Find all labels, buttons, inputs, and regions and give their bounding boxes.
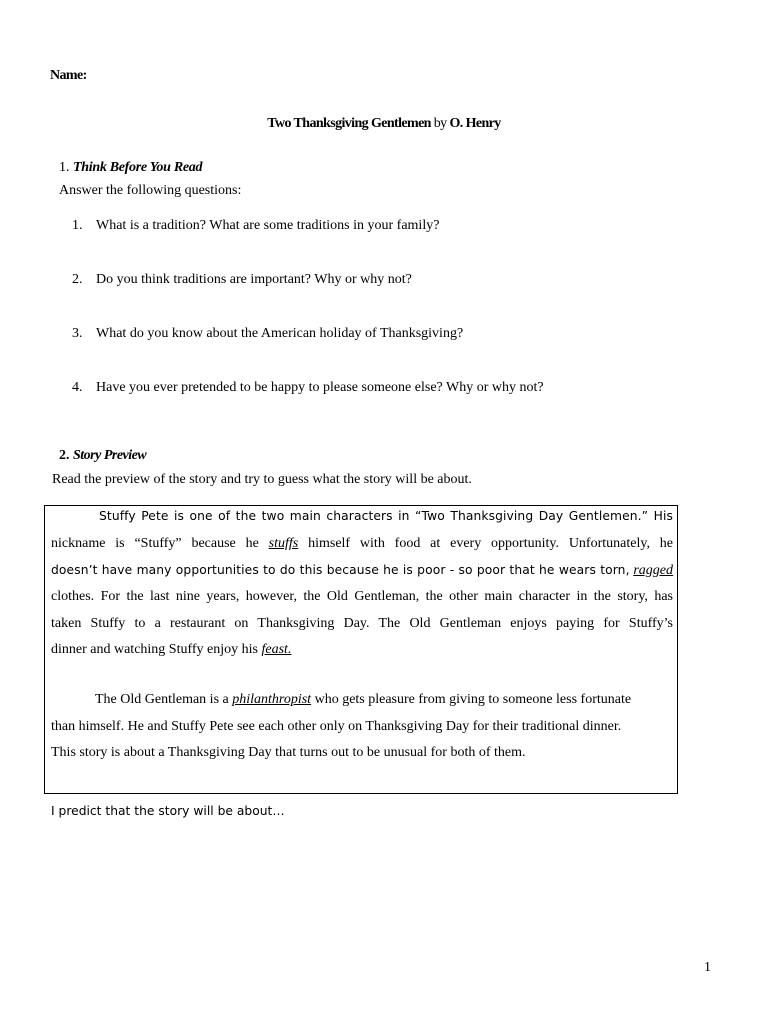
page-number: 1 <box>704 960 711 975</box>
preview-text: nickname is “Stuffy” because he <box>51 536 259 551</box>
vocab-ragged: ragged <box>633 563 673 578</box>
section-1-instruction: Answer the following questions: <box>59 183 242 198</box>
preview-text: The Old Gentleman is a <box>95 692 229 707</box>
section-1-title: Think Before You Read <box>73 160 203 175</box>
section-1-number: 1. <box>59 160 70 175</box>
section-2-title: Story Preview <box>73 448 147 463</box>
title-by: by <box>433 116 447 131</box>
preview-line <box>95 692 631 708</box>
question-number: 3. <box>72 326 83 341</box>
question-text: Do you think traditions are important? Why or why not? <box>96 272 412 287</box>
vocab-stuffs: stuffs <box>268 536 299 551</box>
vocab-philanthropist: philanthropist <box>232 692 312 707</box>
prediction-prompt: I predict that the story will be about… <box>51 804 285 818</box>
section-2-instruction: Read the preview of the story and try to guess what the story will be about. <box>52 472 472 487</box>
question-text: Have you ever pretended to be happy to please someone else? Why or why not? <box>96 380 544 395</box>
story-author: O. Henry <box>449 116 501 131</box>
preview-line <box>51 642 291 658</box>
preview-line: This story is about a Thanksgiving Day that turns out to be unusual for both of them. <box>51 745 526 760</box>
preview-text: taken Stuffy to a restaurant on Thanksgiving Day. The Old Gentleman enjoys paying for Stuffy’s <box>51 616 673 631</box>
story-title: Two Thanksgiving Gentlemen <box>267 116 431 131</box>
question-text: What is a tradition? What are some traditions in your family? <box>96 218 440 233</box>
preview-line <box>51 563 673 579</box>
section-2-number: 2. <box>59 448 70 463</box>
question-number: 2. <box>72 272 83 287</box>
question-item <box>72 218 439 234</box>
vocab-feast: feast. <box>261 642 292 657</box>
question-item <box>72 326 463 342</box>
preview-text: dinner and watching Stuffy enjoy his <box>51 642 258 657</box>
preview-line: than himself. He and Stuffy Pete see each other only on Thanksgiving Day for their traditional dinner. <box>51 719 622 734</box>
section-1-heading <box>59 160 202 176</box>
preview-line: Stuffy Pete is one of the two main characters in “Two Thanksgiving Day Gentlemen.” His <box>99 509 673 523</box>
question-item <box>72 380 544 396</box>
preview-line <box>51 616 673 632</box>
question-number: 4. <box>72 380 83 395</box>
preview-text: himself with food at every opportunity. Unfortunately, he <box>308 536 673 551</box>
name-label: Name: <box>50 68 87 83</box>
preview-line <box>51 536 673 552</box>
section-2-heading <box>59 448 146 464</box>
question-text: What do you know about the American holiday of Thanksgiving? <box>96 326 464 341</box>
question-number: 1. <box>72 218 83 233</box>
worksheet-title <box>0 116 768 132</box>
question-item <box>72 272 412 288</box>
preview-text: doesn’t have many opportunities to do this because he is poor - so poor that he wears torn, <box>51 563 630 577</box>
preview-text: who gets pleasure from giving to someone less fortunate <box>314 692 632 707</box>
preview-line: clothes. For the last nine years, however, the Old Gentleman, the other main character in the story, has <box>51 589 673 604</box>
